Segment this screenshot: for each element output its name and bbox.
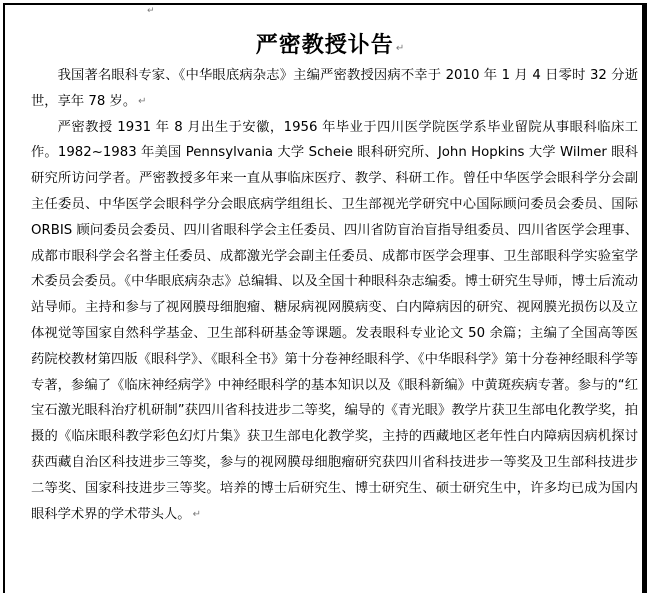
paragraph-mark-icon: ↵ bbox=[147, 6, 155, 16]
document-body bbox=[31, 63, 638, 527]
paragraph-mark-icon: ↵ bbox=[395, 43, 406, 54]
document-title bbox=[0, 33, 661, 62]
title-text: 严密教授讣告 bbox=[255, 33, 394, 58]
paragraph-mark-icon: ↵ bbox=[192, 508, 201, 520]
paragraph-text: 严密教授 1931 年 8 月出生于安徽，1956 年毕业于四川医学院医学系毕业留院从事眼科临床工作。1982~1983 年美国 Pennsylvania 大学 Scheie 眼科研究所、John Hopkins 大学 Wilmer 眼科研究所访问学者。严密教授多年来一直从事临床医疗、教学、科研工作。曾任中华医学会眼科学分会副主任委员、中华医学会眼科学分会眼底病学组组长、卫生部视光学研究中心国际顾问委员会委员、国际 ORBIS 顾问委员会委员、四川省眼科学会主任委员、四川省防盲治盲指导组委员、四川省医学会理事、成都市眼科学会名誉主任委员、成都激光学会副主任委员、成都市医学会理事、卫生部眼科学实验室学术委员会委员。《中华眼底病杂志》总编辑、以及全国十种眼科杂志编委。博士研究生导师，博士后流动站导师。主持和参与了视网膜母细胞瘤、糖尿病视网膜病变、白内障病因的研究、视网膜光损伤以及立体视觉等国家自然科学基金、卫生部科研基金等课题。发表眼科专业论文 50 余篇；主编了全国高等医药院校教材第四版《眼科学》、《眼科全书》第十分卷神经眼科学、《中华眼科学》第十分卷神经眼科学等专著，参编了《临床神经病学》中神经眼科学的基本知识以及《眼科新编》中黄斑疾病专著。参与的“红宝石激光眼科治疗机研制”获四川省科技进步二等奖，编导的《青光眼》教学片获卫生部电化教学奖，拍摄的《临床眼科教学彩色幻灯片集》获卫生部电化教学奖，主持的西藏地区老年性白内障病因病机探讨获西藏自治区科技进步三等奖，参与的视网膜母细胞瘤研究获四川省科技进步一等奖及卫生部科技进步二等奖、国家科技进步三等奖。培养的博士后研究生、博士研究生、硕士研究生中，许多均已成为国内眼科学术界的学术带头人。 bbox=[31, 119, 638, 522]
paragraph bbox=[31, 63, 638, 115]
paragraph-mark-icon: ↵ bbox=[138, 95, 147, 107]
paragraph bbox=[31, 115, 638, 528]
paragraph-text: 我国著名眼科专家、《中华眼底病杂志》主编严密教授因病不幸于 2010 年 1 月 4 日零时 32 分逝世，享年 78 岁。 bbox=[31, 68, 638, 109]
